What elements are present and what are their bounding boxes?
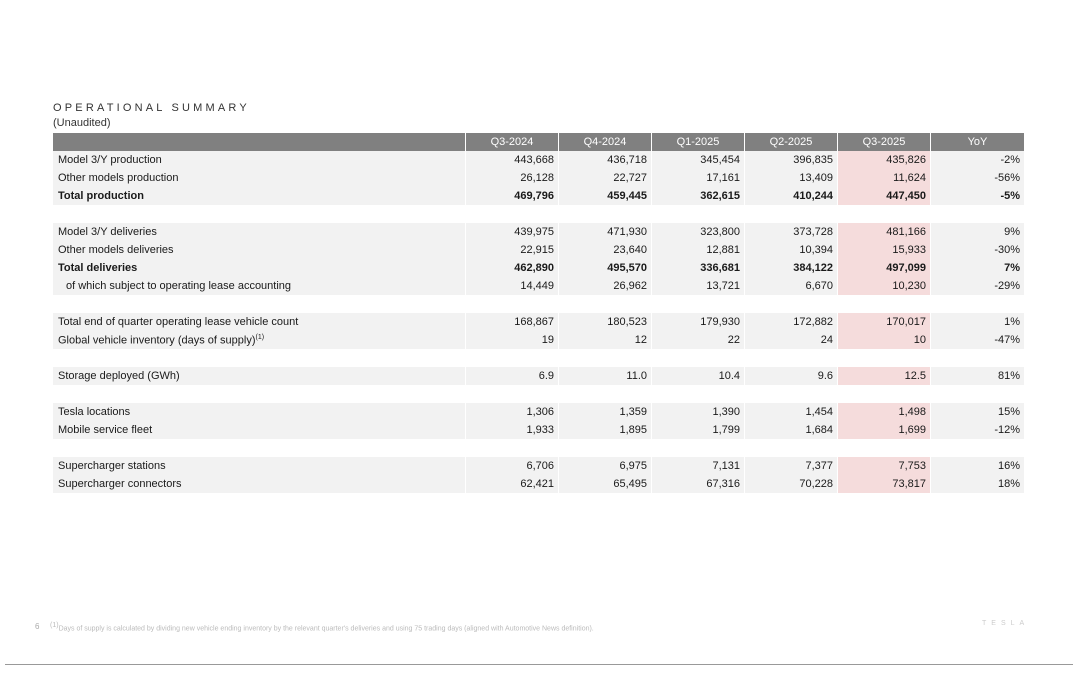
group-spacer [53,205,1024,223]
value-cell: 65,495 [558,475,651,493]
value-cell: 10,394 [744,241,837,259]
column-header: Q4-2024 [558,133,651,151]
page-subtitle: (Unaudited) [53,117,111,129]
value-cell: 462,890 [465,259,558,277]
value-cell: 7,131 [651,457,744,475]
value-cell: 17,161 [651,169,744,187]
table-row [53,313,1024,331]
yoy-cell: -47% [930,331,1024,349]
value-cell: 70,228 [744,475,837,493]
value-cell: 336,681 [651,259,744,277]
value-cell: 6.9 [465,367,558,385]
row-label [53,277,465,295]
value-cell: 436,718 [558,151,651,169]
value-cell: 443,668 [465,151,558,169]
value-cell: 481,166 [837,223,930,241]
yoy-cell: 9% [930,223,1024,241]
table-row [53,403,1024,421]
yoy-cell: -2% [930,151,1024,169]
value-cell: 22 [651,331,744,349]
value-cell: 13,409 [744,169,837,187]
table-header-row [53,133,1024,151]
value-cell: 6,670 [744,277,837,295]
value-cell: 13,721 [651,277,744,295]
row-label [53,403,465,421]
row-label [53,169,465,187]
group-spacer [53,349,1024,367]
yoy-cell: -12% [930,421,1024,439]
group-spacer [53,439,1024,457]
spacer-cell [53,349,1024,367]
value-cell: 410,244 [744,187,837,205]
brand-logo: TESLA [982,620,1030,627]
value-cell: 67,316 [651,475,744,493]
value-cell: 439,975 [465,223,558,241]
table-row [53,331,1024,349]
column-header: Q2-2025 [744,133,837,151]
row-label-text: Other models deliveries [58,244,174,256]
column-header: Q3-2024 [465,133,558,151]
yoy-cell: 1% [930,313,1024,331]
group-spacer [53,385,1024,403]
table-row [53,151,1024,169]
table-row [53,277,1024,295]
row-label [53,187,465,205]
footnote-reference: (1) [255,333,265,341]
value-cell: 435,826 [837,151,930,169]
header-blank-cell [53,133,465,151]
value-cell: 12 [558,331,651,349]
row-label-text: Supercharger connectors [58,478,182,490]
value-cell: 447,450 [837,187,930,205]
value-cell: 19 [465,331,558,349]
table-row [53,259,1024,277]
value-cell: 14,449 [465,277,558,295]
yoy-cell: -56% [930,169,1024,187]
column-header: Q1-2025 [651,133,744,151]
value-cell: 396,835 [744,151,837,169]
row-label [53,241,465,259]
value-cell: 384,122 [744,259,837,277]
value-cell: 6,975 [558,457,651,475]
value-cell: 11.0 [558,367,651,385]
row-label-text: Total production [58,190,144,202]
value-cell: 1,454 [744,403,837,421]
value-cell: 23,640 [558,241,651,259]
table-row [53,187,1024,205]
row-label-text: Model 3/Y deliveries [58,226,157,238]
value-cell: 168,867 [465,313,558,331]
row-label-text: Supercharger stations [58,460,166,472]
value-cell: 7,753 [837,457,930,475]
value-cell: 10.4 [651,367,744,385]
page-number: 6 [35,622,40,631]
value-cell: 1,799 [651,421,744,439]
yoy-cell: 18% [930,475,1024,493]
value-cell: 15,933 [837,241,930,259]
value-cell: 12,881 [651,241,744,259]
value-cell: 471,930 [558,223,651,241]
row-label-text: of which subject to operating lease accounting [66,280,292,292]
value-cell: 323,800 [651,223,744,241]
row-label [53,421,465,439]
value-cell: 26,128 [465,169,558,187]
value-cell: 22,915 [465,241,558,259]
row-label-text: Total end of quarter operating lease vehicle count [58,316,299,328]
column-header: Q3-2025 [837,133,930,151]
value-cell: 170,017 [837,313,930,331]
table-row [53,367,1024,385]
value-cell: 1,699 [837,421,930,439]
row-label [53,367,465,385]
value-cell: 24 [744,331,837,349]
value-cell: 1,498 [837,403,930,421]
value-cell: 7,377 [744,457,837,475]
value-cell: 12.5 [837,367,930,385]
footnote-marker: (1) [50,622,59,629]
yoy-cell: -30% [930,241,1024,259]
row-label-text: Storage deployed (GWh) [58,370,180,382]
value-cell: 26,962 [558,277,651,295]
value-cell: 10 [837,331,930,349]
value-cell: 172,882 [744,313,837,331]
table-row [53,241,1024,259]
value-cell: 495,570 [558,259,651,277]
page-title: OPERATIONAL SUMMARY [53,102,250,114]
row-label [53,223,465,241]
value-cell: 1,933 [465,421,558,439]
yoy-cell: 15% [930,403,1024,421]
value-cell: 62,421 [465,475,558,493]
row-label-text: Tesla locations [58,406,131,418]
row-label-text: Model 3/Y production [58,154,162,166]
value-cell: 1,359 [558,403,651,421]
row-label [53,151,465,169]
value-cell: 180,523 [558,313,651,331]
value-cell: 10,230 [837,277,930,295]
row-label [53,331,465,349]
row-label [53,313,465,331]
table-row [53,169,1024,187]
spacer-cell [53,205,1024,223]
footnote-text: Days of supply is calculated by dividing new vehicle ending inventory by the relevant quarter's deliveries and using 75 trading days (aligned with Automotive News definition). [58,625,594,633]
value-cell: 22,727 [558,169,651,187]
row-label-text: Other models production [58,172,179,184]
table-row [53,223,1024,241]
row-label-text: Mobile service fleet [58,424,153,436]
value-cell: 179,930 [651,313,744,331]
value-cell: 459,445 [558,187,651,205]
value-cell: 345,454 [651,151,744,169]
value-cell: 9.6 [744,367,837,385]
row-label [53,259,465,277]
spacer-cell [53,295,1024,313]
bottom-divider [5,664,1073,665]
value-cell: 1,390 [651,403,744,421]
spacer-cell [53,385,1024,403]
row-label-text: Global vehicle inventory (days of supply) [58,334,256,347]
row-label [53,475,465,493]
column-header: YoY [930,133,1024,151]
table-row [53,457,1024,475]
row-label-text: Total deliveries [58,262,138,274]
spacer-cell [53,439,1024,457]
yoy-cell: 7% [930,259,1024,277]
value-cell: 73,817 [837,475,930,493]
group-spacer [53,295,1024,313]
operational-summary-table [53,133,1024,493]
value-cell: 362,615 [651,187,744,205]
table-row [53,421,1024,439]
row-label [53,457,465,475]
footnote [50,622,594,632]
yoy-cell: -5% [930,187,1024,205]
value-cell: 1,306 [465,403,558,421]
value-cell: 1,895 [558,421,651,439]
table-row [53,475,1024,493]
value-cell: 469,796 [465,187,558,205]
value-cell: 497,099 [837,259,930,277]
yoy-cell: 81% [930,367,1024,385]
value-cell: 11,624 [837,169,930,187]
value-cell: 6,706 [465,457,558,475]
value-cell: 1,684 [744,421,837,439]
yoy-cell: -29% [930,277,1024,295]
value-cell: 373,728 [744,223,837,241]
yoy-cell: 16% [930,457,1024,475]
